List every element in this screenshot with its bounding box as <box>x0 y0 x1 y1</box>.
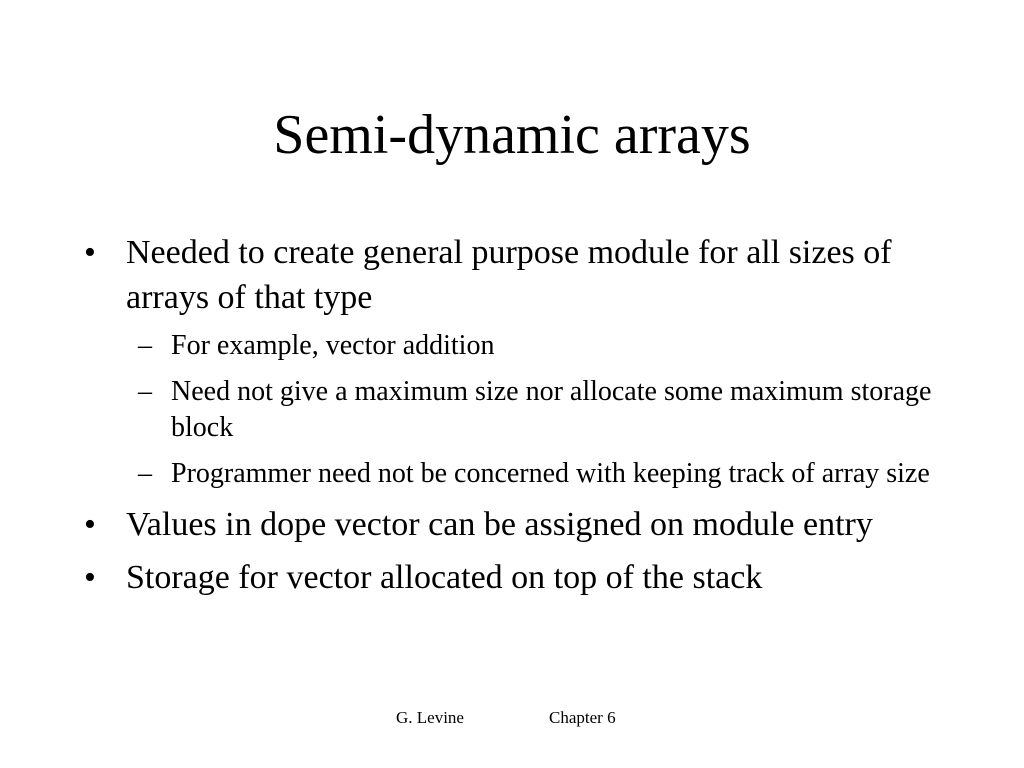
sub-bullet-item <box>126 328 964 364</box>
bullet-item <box>84 502 964 547</box>
footer-author: G. Levine <box>396 708 464 727</box>
sub-bullet-text: Programmer need not be concerned with keeping track of array size <box>171 458 930 489</box>
bullet-list <box>84 230 964 608</box>
bullet-item <box>84 555 964 600</box>
bullet-text: Needed to create general purpose module for all sizes of arrays of that type <box>126 234 892 316</box>
bullet-item <box>84 230 964 492</box>
slide-title: Semi-dynamic arrays <box>273 104 751 166</box>
bullet-text: Values in dope vector can be assigned on module entry <box>126 506 873 543</box>
sub-bullet-text: Need not give a maximum size nor allocate some maximum storage block <box>171 376 932 443</box>
bullet-text: Storage for vector allocated on top of the stack <box>126 559 763 596</box>
sub-bullet-item <box>126 456 964 492</box>
footer-chapter: Chapter 6 <box>549 708 616 727</box>
sub-bullet-text: For example, vector addition <box>171 330 495 361</box>
sub-bullet-list <box>126 328 964 492</box>
sub-bullet-item <box>126 374 964 446</box>
